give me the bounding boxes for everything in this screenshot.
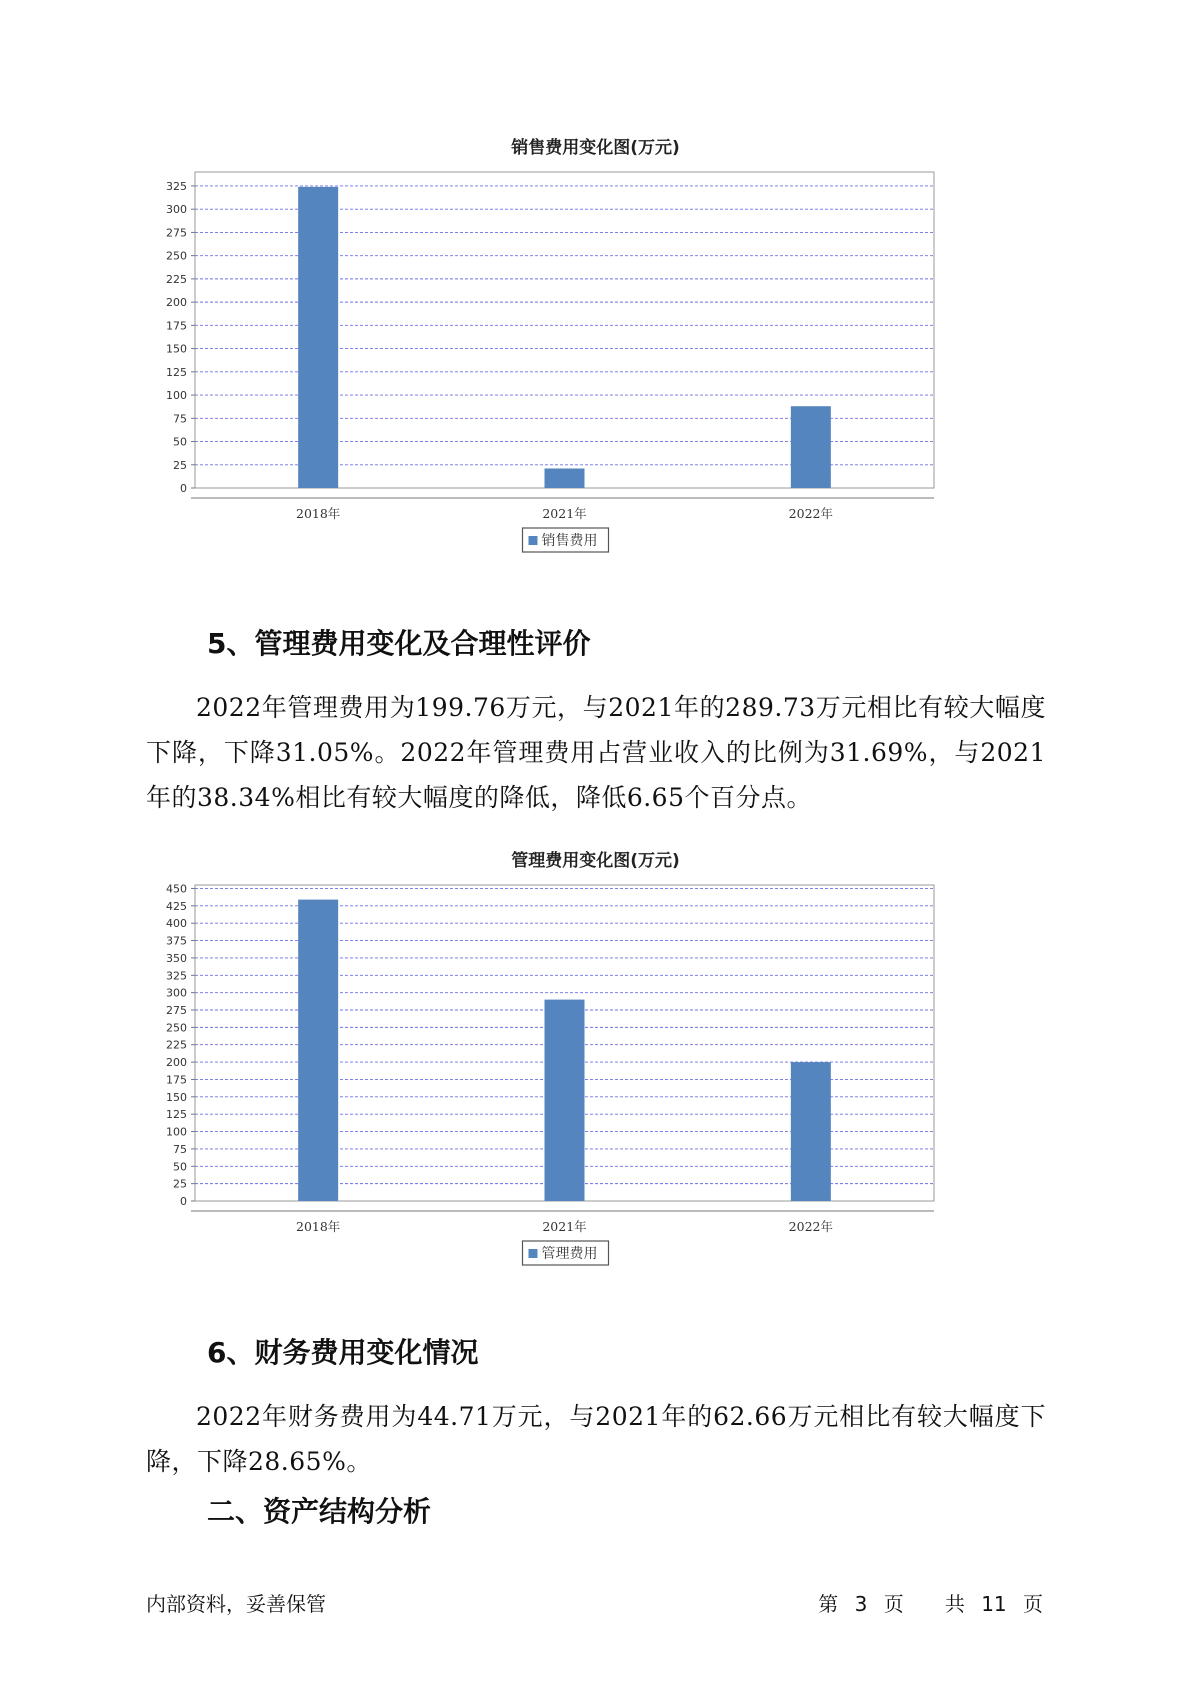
- y-tick-label: 375: [166, 934, 187, 948]
- y-tick-label: 325: [166, 179, 187, 193]
- y-tick-label: 200: [166, 296, 187, 310]
- y-tick-label: 150: [166, 1090, 187, 1104]
- y-tick-label: 100: [166, 1125, 187, 1139]
- page-current: 3: [854, 1592, 868, 1616]
- section5-paragraph: 2022年管理费用为199.76万元，与2021年的289.73万元相比有较大幅度下降，下降31.05%。2022年管理费用占营业收入的比例为31.69%，与2021年的38.34%相比有较大幅度的降低，降低6.65个百分点。: [146, 693, 1046, 812]
- x-tick-label: 2021年: [542, 506, 587, 521]
- y-tick-label: 100: [166, 389, 187, 403]
- bar-2022年: [791, 406, 831, 488]
- y-tick-label: 25: [173, 458, 187, 472]
- y-tick-label: 125: [166, 365, 187, 379]
- bar-2018年: [298, 900, 338, 1201]
- y-tick-label: 300: [166, 203, 187, 217]
- legend-label: 销售费用: [541, 533, 598, 549]
- page-prefix: 第: [818, 1592, 839, 1616]
- page-total: 11: [981, 1592, 1007, 1616]
- y-tick-label: 125: [166, 1108, 187, 1122]
- y-tick-label: 325: [166, 969, 187, 983]
- section2-heading: 二、资产结构分析: [207, 1495, 432, 1528]
- section5-heading: 5、管理费用变化及合理性评价: [207, 627, 591, 660]
- y-tick-label: 225: [166, 272, 187, 286]
- y-tick-label: 400: [166, 917, 187, 931]
- x-tick-label: 2022年: [788, 506, 833, 521]
- x-tick-label: 2022年: [788, 1219, 833, 1234]
- y-tick-label: 175: [166, 319, 187, 333]
- section6-heading: 6、财务费用变化情况: [207, 1336, 479, 1369]
- y-tick-label: 350: [166, 951, 187, 965]
- footer-page-number: [816, 1588, 1045, 1617]
- y-tick-label: 0: [180, 482, 187, 495]
- bar-2018年: [298, 187, 338, 488]
- chart2-title: 管理费用变化图(万元): [511, 851, 680, 871]
- legend-swatch: [529, 536, 538, 545]
- sales-expense-bar-chart: [150, 165, 1050, 585]
- y-tick-label: 250: [166, 249, 187, 263]
- x-tick-label: 2018年: [296, 1219, 341, 1234]
- y-tick-label: 50: [173, 1160, 187, 1174]
- y-tick-label: 150: [166, 342, 187, 356]
- y-tick-label: 0: [180, 1195, 187, 1208]
- bar-2021年: [545, 1000, 585, 1201]
- x-tick-label: 2018年: [296, 506, 341, 521]
- y-tick-label: 275: [166, 1004, 187, 1018]
- admin-expense-bar-chart: [150, 878, 1050, 1298]
- y-tick-label: 300: [166, 986, 187, 1000]
- y-tick-label: 75: [173, 412, 187, 426]
- y-tick-label: 175: [166, 1073, 187, 1087]
- total-unit: 页: [1023, 1592, 1043, 1616]
- section6-paragraph: 2022年财务费用为44.71万元，与2021年的62.66万元相比有较大幅度下降，下降28.65%。: [146, 1402, 1046, 1476]
- y-tick-label: 75: [173, 1142, 187, 1156]
- legend-swatch: [529, 1249, 538, 1258]
- total-prefix: 共: [944, 1592, 965, 1616]
- bar-2022年: [791, 1062, 831, 1201]
- page-unit: 页: [883, 1592, 904, 1616]
- legend-label: 管理费用: [541, 1246, 598, 1262]
- y-tick-label: 250: [166, 1021, 187, 1035]
- bar-2021年: [545, 468, 585, 488]
- y-tick-label: 50: [173, 435, 187, 449]
- y-tick-label: 200: [166, 1056, 187, 1070]
- chart1-title: 销售费用变化图(万元): [511, 138, 680, 158]
- x-tick-label: 2021年: [542, 1219, 587, 1234]
- y-tick-label: 25: [173, 1177, 187, 1191]
- y-tick-label: 225: [166, 1038, 187, 1052]
- footer-confidential-note: 内部资料，妥善保管: [146, 1592, 326, 1616]
- y-tick-label: 450: [166, 882, 187, 896]
- y-tick-label: 275: [166, 226, 187, 240]
- y-tick-label: 425: [166, 899, 187, 913]
